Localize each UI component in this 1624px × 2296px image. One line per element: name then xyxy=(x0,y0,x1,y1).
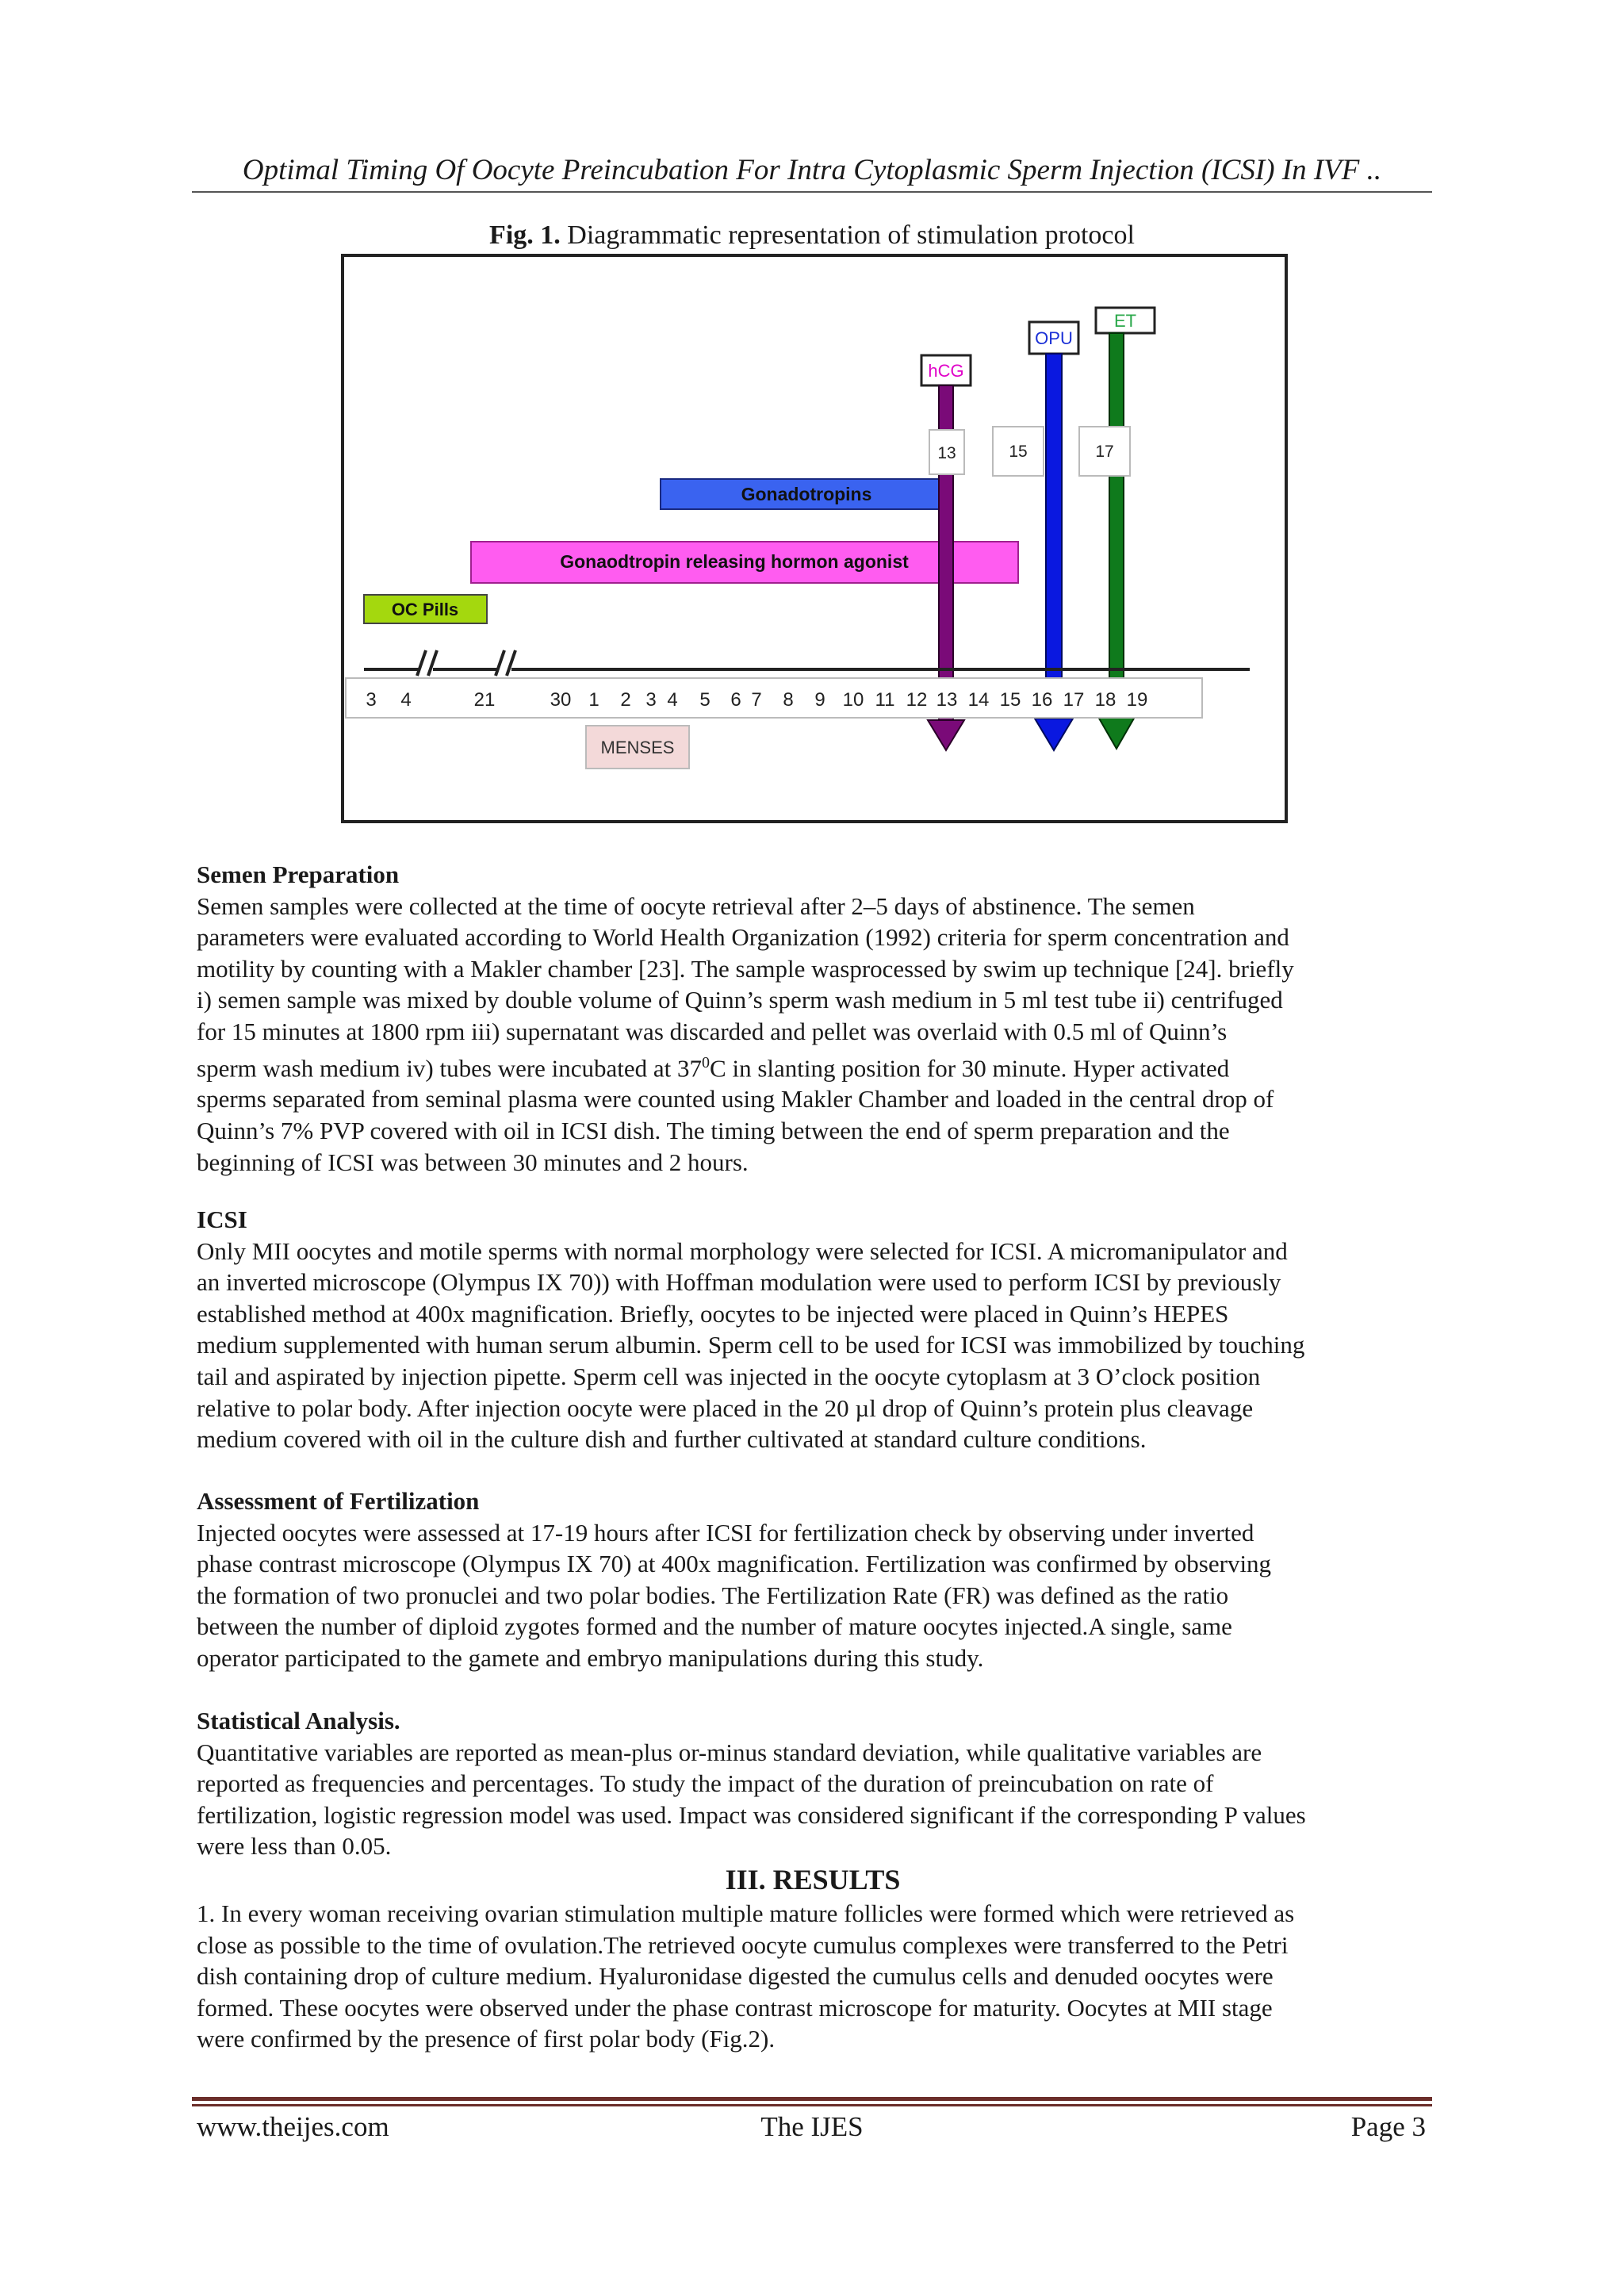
header-rule xyxy=(192,191,1432,193)
day-tick: 16 xyxy=(1031,689,1053,711)
opu-label: OPU xyxy=(1035,328,1073,348)
semen-line: parameters were evaluated according to World Health Organization (1992) criteria for sperm concentration and xyxy=(197,923,1289,952)
section-results xyxy=(197,1898,1429,2055)
menses-label: MENSES xyxy=(600,738,675,757)
et-day: 17 xyxy=(1095,443,1114,461)
day-tick: 9 xyxy=(814,689,825,711)
statistics-heading: Statistical Analysis. xyxy=(197,1707,400,1734)
fertilization-line: Injected oocytes were assessed at 17-19 hours after ICSI for fertilization check by observing under inverted xyxy=(197,1518,1254,1547)
day-tick: 12 xyxy=(906,689,928,711)
hcg-day: 13 xyxy=(937,444,956,462)
results-heading: III. RESULTS xyxy=(725,1864,901,1895)
statistics-line: Quantitative variables are reported as mean-plus or-minus standard deviation, while qualitative variables are xyxy=(197,1738,1262,1766)
day-tick: 17 xyxy=(1063,689,1085,711)
statistics-line: reported as frequencies and percentages. To study the impact of the duration of preincubation on rate of xyxy=(197,1769,1214,1798)
opu-arrowhead xyxy=(1035,719,1073,750)
day-tick: 3 xyxy=(366,689,377,711)
section-statistics xyxy=(197,1705,1429,1862)
icsi-line: medium covered with oil in the culture dish and further cultivated at standard culture conditions. xyxy=(197,1425,1147,1454)
protocol-diagram xyxy=(344,257,1285,820)
icsi-line: established method at 400x magnification. Briefly, oocytes to be injected were placed in Quinn’s HEPES xyxy=(197,1299,1229,1328)
day-tick: 11 xyxy=(875,689,895,711)
day-tick: 30 xyxy=(550,689,572,711)
icsi-line: Only MII oocytes and motile sperms with normal morphology were selected for ICSI. A micromanipulator and xyxy=(197,1236,1288,1265)
icsi-line: relative to polar body. After injection oocyte were placed in the 20 µl drop of Quinn’s protein plus cleavage xyxy=(197,1393,1254,1422)
footer-website: www.theijes.com xyxy=(197,2111,389,2142)
semen-line: beginning of ICSI was between 30 minutes and 2 hours. xyxy=(197,1148,749,1176)
stimulation-protocol-figure xyxy=(341,254,1288,823)
day-tick: 19 xyxy=(1126,689,1148,711)
day-tick: 7 xyxy=(751,689,762,711)
semen-line: sperms separated from seminal plasma were counted using Makler Chamber and loaded in the central drop of xyxy=(197,1085,1274,1114)
footer-journal: The IJES xyxy=(760,2111,864,2142)
fertilization-line: between the number of diploid zygotes formed and the number of mature oocytes injected.A single, same xyxy=(197,1612,1232,1641)
day-tick: 3 xyxy=(645,689,657,711)
results-line: were confirmed by the presence of first polar body (Fig.2). xyxy=(197,2025,776,2053)
day-tick: 6 xyxy=(730,689,741,711)
fertilization-line: the formation of two pronuclei and two polar bodies. The Fertilization Rate (FR) was defined as the ratio xyxy=(197,1581,1229,1609)
day-tick: 8 xyxy=(783,689,794,711)
footer-page-number: Page 3 xyxy=(1350,2111,1426,2142)
semen-line-part: sperm wash medium iv) tubes were incubated at 37 xyxy=(197,1053,703,1082)
footer-rule xyxy=(192,2097,1432,2101)
gnrh-agonist-label: Gonaodtropin releasing hormon agonist xyxy=(560,551,909,572)
icsi-line: an inverted microscope (Olympus IX 70)) with Hoffman modulation were used to perform ICSI by previously xyxy=(197,1268,1281,1297)
day-tick: 18 xyxy=(1094,689,1116,711)
day-tick: 21 xyxy=(473,689,496,711)
semen-line-part: C in slanting position for 30 minute. Hyper activated xyxy=(710,1053,1230,1082)
semen-line-temperature xyxy=(197,1048,1429,1084)
day-tick: 1 xyxy=(588,689,599,711)
results-line: 1. In every woman receiving ovarian stimulation multiple mature follicles were formed which were retrieved as xyxy=(197,1899,1295,1927)
figure-caption-text: Diagrammatic representation of stimulation protocol xyxy=(567,220,1135,250)
fertilization-line: phase contrast microscope (Olympus IX 70) at 400x magnification. Fertilization was confirmed by observing xyxy=(197,1550,1272,1578)
section-semen-preparation xyxy=(197,859,1429,1178)
icsi-line: tail and aspirated by injection pipette. Sperm cell was injected in the oocyte cytoplasm at 3 O’clock position xyxy=(197,1362,1261,1390)
semen-line: Semen samples were collected at the time of oocyte retrieval after 2–5 days of abstinence. The semen xyxy=(197,891,1195,920)
statistics-line: fertilization, logistic regression model was used. Impact was considered significant if the corresponding P values xyxy=(197,1800,1306,1829)
fertilization-heading: Assessment of Fertilization xyxy=(197,1487,480,1515)
day-tick: 4 xyxy=(400,689,412,711)
results-line: formed. These oocytes were observed under the phase contrast microscope for maturity. Oocytes at MII stage xyxy=(197,1993,1273,2022)
section-fertilization xyxy=(197,1485,1429,1674)
semen-line: i) semen sample was mixed by double volume of Quinn’s sperm wash medium in 5 ml test tube ii) centrifuged xyxy=(197,986,1283,1014)
figure-caption-label: Fig. 1. xyxy=(489,220,561,250)
semen-heading: Semen Preparation xyxy=(197,861,400,888)
day-tick: 5 xyxy=(699,689,710,711)
statistics-line: were less than 0.05. xyxy=(197,1832,392,1861)
icsi-heading: ICSI xyxy=(197,1205,247,1233)
section-icsi xyxy=(197,1204,1429,1455)
degree-superscript: 0 xyxy=(702,1053,710,1071)
et-arrow-shaft xyxy=(1109,333,1124,720)
semen-line: motility by counting with a Makler chamber [23]. The sample wasprocessed by swim up technique [24]. briefly xyxy=(197,954,1294,983)
gonadotropins-label: Gonadotropins xyxy=(741,484,872,504)
day-tick: 2 xyxy=(620,689,631,711)
day-tick: 14 xyxy=(967,689,990,711)
semen-line: for 15 minutes at 1800 rpm iii) supernatant was discarded and pellet was overlaid with 0.5 ml of Quinn’s xyxy=(197,1017,1228,1045)
results-line: dish containing drop of culture medium. Hyaluronidase digested the cumulus cells and denuded oocytes were xyxy=(197,1962,1274,1991)
day-tick: 4 xyxy=(667,689,678,711)
results-line: close as possible to the time of ovulation.The retrieved oocyte cumulus complexes were transferred to the Petri xyxy=(197,1930,1289,1959)
et-label: ET xyxy=(1113,311,1137,331)
opu-arrow-shaft xyxy=(1046,354,1062,722)
opu-day: 15 xyxy=(1009,443,1028,461)
day-tick: 10 xyxy=(842,689,864,711)
oc-pills-label: OC Pills xyxy=(391,600,459,619)
hcg-label: hCG xyxy=(928,361,964,381)
figure-caption xyxy=(192,219,1432,252)
footer-rule-thin xyxy=(192,2104,1432,2106)
et-arrowhead xyxy=(1098,717,1135,749)
semen-line: Quinn’s 7% PVP covered with oil in ICSI dish. The timing between the end of sperm preparation and the xyxy=(197,1117,1230,1145)
day-tick: 15 xyxy=(999,689,1021,711)
hcg-arrowhead xyxy=(928,720,964,750)
fertilization-line: operator participated to the gamete and embryo manipulations during this study. xyxy=(197,1643,984,1672)
running-title: Optimal Timing Of Oocyte Preincubation For Intra Cytoplasmic Sperm Injection (ICSI) In IVF .. xyxy=(242,154,1382,186)
icsi-line: medium supplemented with human serum albumin. Sperm cell to be used for ICSI was immobilized by touching xyxy=(197,1331,1305,1359)
day-tick: 13 xyxy=(936,689,958,711)
